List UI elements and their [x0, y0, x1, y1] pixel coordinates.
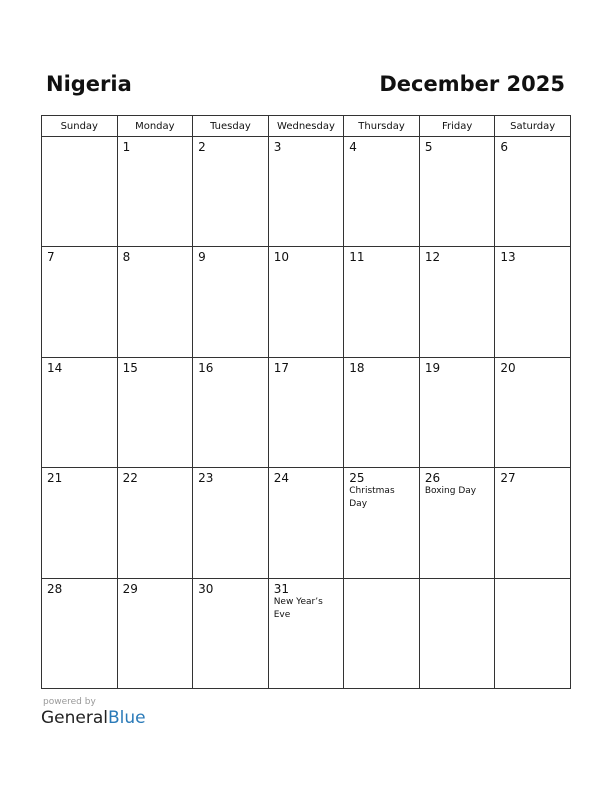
day-number: 9 [198, 250, 206, 265]
day-number: 11 [349, 250, 365, 265]
powered-by-label: powered by [43, 697, 96, 707]
day-number: 2 [198, 140, 206, 154]
day-number: 13 [500, 250, 516, 265]
calendar-week-row [42, 357, 571, 467]
day-number [495, 579, 570, 582]
calendar-day-cell [344, 357, 420, 467]
day-number: 30 [198, 581, 214, 596]
calendar-day-cell [42, 137, 118, 247]
calendar-week-row [42, 578, 571, 688]
day-number: 16 [198, 360, 214, 375]
day-number: 31 [273, 581, 289, 596]
calendar-month-title: December 2025 [379, 72, 565, 96]
calendar-day-cell [117, 247, 193, 357]
calendar-day-cell [495, 137, 571, 247]
calendar-day-cell [495, 247, 571, 357]
day-number: 7 [47, 250, 55, 265]
calendar-day-cell [117, 468, 193, 578]
calendar-day-cell [495, 578, 571, 688]
calendar-day-cell [419, 247, 495, 357]
calendar-day-cell [268, 137, 344, 247]
day-number: 17 [273, 360, 289, 375]
day-number [42, 137, 117, 140]
day-number: 3 [273, 140, 282, 154]
calendar-day-cell [42, 578, 118, 688]
calendar-week-row [42, 137, 571, 247]
calendar-week-row [42, 247, 571, 357]
weekday-header: Tuesday [193, 116, 269, 137]
calendar-country-title: Nigeria [46, 72, 132, 96]
weekday-header: Friday [419, 116, 495, 137]
calendar-day-cell [268, 468, 344, 578]
calendar-day-cell [495, 468, 571, 578]
day-number: 25 [349, 471, 365, 486]
calendar-day-cell [268, 578, 344, 688]
weekday-header: Wednesday [268, 116, 344, 137]
holiday-label: Christmas Day [349, 486, 395, 510]
calendar-day-cell [42, 247, 118, 357]
day-number: 22 [122, 471, 138, 486]
day-number [344, 579, 419, 582]
weekday-header: Thursday [344, 116, 420, 137]
weekday-header-row [42, 116, 571, 137]
day-number: 5 [424, 140, 433, 154]
day-number: 24 [273, 471, 289, 486]
day-number: 12 [424, 250, 441, 265]
calendar-day-cell [193, 578, 269, 688]
calendar-day-cell [193, 247, 269, 357]
calendar-day-cell [419, 468, 495, 578]
day-number [420, 579, 495, 582]
footer-branding [41, 697, 146, 728]
weekday-header: Sunday [42, 116, 118, 137]
day-number: 26 [424, 471, 441, 486]
calendar-day-cell [268, 357, 344, 467]
brand-name-part2: Blue [108, 708, 146, 728]
weekday-header: Monday [117, 116, 193, 137]
calendar-day-cell [419, 137, 495, 247]
day-number: 28 [47, 581, 63, 596]
calendar-week-row [42, 468, 571, 578]
day-number: 19 [424, 360, 441, 375]
calendar-day-cell [419, 357, 495, 467]
day-number: 6 [500, 140, 509, 154]
calendar-day-cell [117, 578, 193, 688]
holiday-label: Boxing Day [424, 486, 477, 497]
calendar-day-cell [268, 247, 344, 357]
day-number: 14 [47, 360, 63, 375]
calendar-day-cell [193, 468, 269, 578]
day-number: 10 [273, 250, 289, 265]
calendar-day-cell [344, 137, 420, 247]
day-number: 27 [500, 471, 516, 486]
weekday-header: Saturday [495, 116, 571, 137]
calendar-grid [41, 115, 571, 689]
day-number: 20 [500, 360, 516, 375]
calendar-day-cell [42, 357, 118, 467]
holiday-label: New Year’s Eve [273, 596, 323, 620]
day-number: 23 [198, 471, 214, 486]
calendar-day-cell [117, 137, 193, 247]
day-number: 29 [122, 581, 138, 596]
calendar-day-cell [495, 357, 571, 467]
calendar-day-cell [193, 357, 269, 467]
day-number: 8 [122, 250, 131, 265]
brand-logo [41, 708, 146, 728]
calendar-day-cell [419, 578, 495, 688]
day-number: 18 [349, 360, 365, 375]
calendar-day-cell [193, 137, 269, 247]
calendar-day-cell [344, 247, 420, 357]
day-number: 1 [122, 140, 131, 154]
calendar-day-cell [344, 468, 420, 578]
calendar-day-cell [42, 468, 118, 578]
brand-name-part1: General [41, 708, 108, 728]
day-number: 21 [47, 471, 63, 486]
calendar-day-cell [117, 357, 193, 467]
day-number: 4 [349, 140, 357, 154]
calendar-day-cell [344, 578, 420, 688]
day-number: 15 [122, 360, 138, 375]
